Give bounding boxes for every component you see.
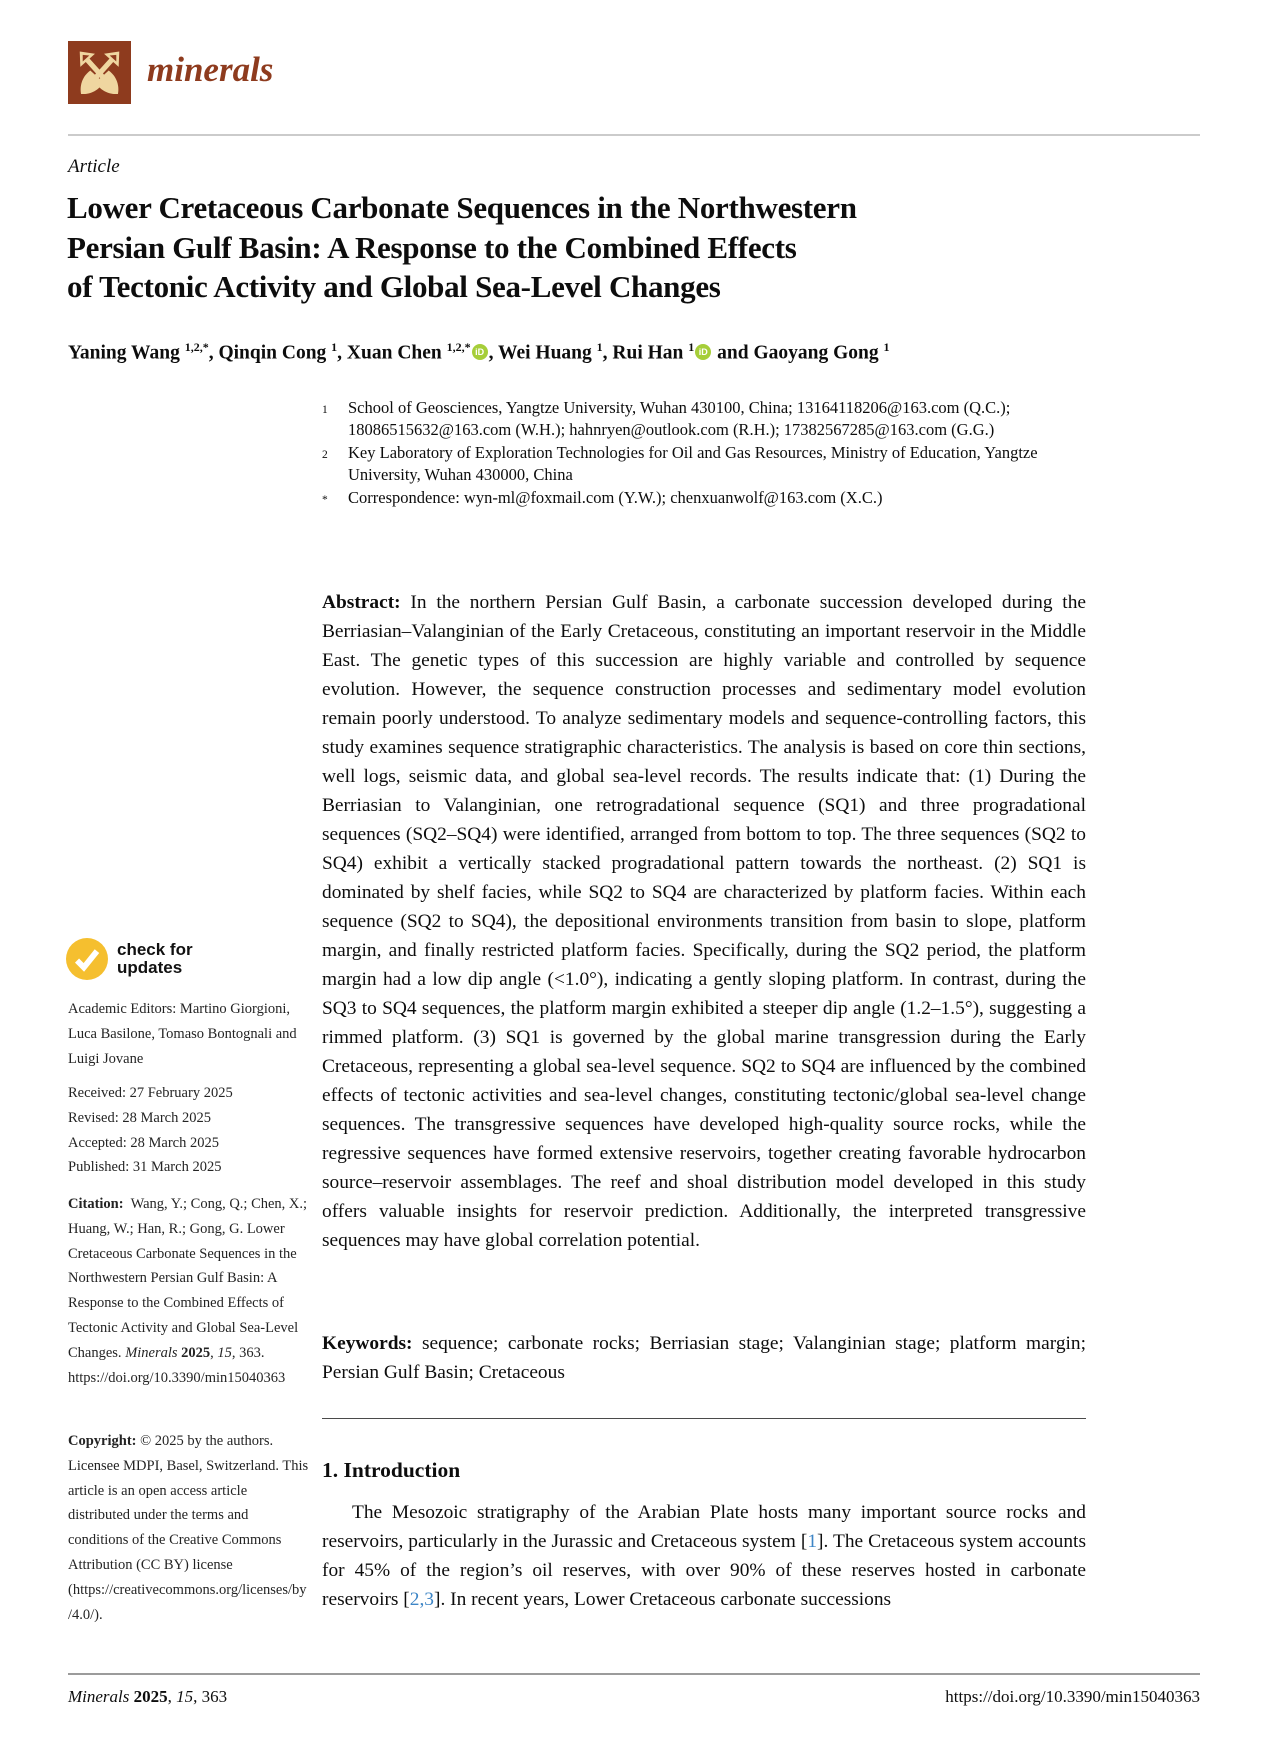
citation-separator: , bbox=[210, 1344, 218, 1361]
affiliation-item bbox=[322, 442, 1088, 487]
footer-volume: 15 bbox=[176, 1687, 194, 1706]
affiliation-marker: * bbox=[322, 493, 328, 506]
page-title-line-3: of Tectonic Activity and Global Sea-Level Changes bbox=[67, 269, 721, 304]
check-icon bbox=[66, 938, 108, 980]
abstract-section bbox=[322, 588, 1086, 1255]
abstract-label: Abstract: bbox=[322, 592, 401, 613]
author-affil-sup: 1 bbox=[596, 340, 603, 354]
authors-line bbox=[68, 334, 1078, 367]
citation-text: Wang, Y.; Cong, Q.; Chen, X.; Huang, W.; Han, R.; Gong, G. Lower Cretaceous Carbonate Sequences in the Northwestern Persian Gulf Basin: A Response to the Combined Effects of Tectonic Activity and Global Sea-Level Changes. bbox=[68, 1196, 308, 1361]
author-name: Xuan Chen bbox=[346, 342, 442, 364]
citation-journal: Minerals bbox=[125, 1344, 178, 1361]
page-footer bbox=[68, 1687, 1200, 1707]
author-name: Qinqin Cong bbox=[218, 342, 327, 364]
footer-pages: , 363 bbox=[193, 1687, 228, 1706]
citation-volume: 15 bbox=[217, 1344, 232, 1361]
author-separator: , bbox=[208, 342, 219, 364]
footer-journal-name: Minerals bbox=[68, 1687, 130, 1706]
author-name: Rui Han bbox=[612, 342, 684, 364]
header-divider bbox=[68, 134, 1200, 136]
author-affil-sup: 1 bbox=[331, 340, 338, 354]
intro-text: The Mesozoic stratigraphy of the Arabian Plate hosts many important source rocks and reservoirs, particularly in the Jurassic and Cretaceous system [ bbox=[322, 1502, 1086, 1552]
copyright-note bbox=[68, 1429, 310, 1627]
keywords-text: sequence; carbonate rocks; Berriasian stage; Valanginian stage; platform margin; Persian Gulf Basin; Cretaceous bbox=[322, 1333, 1086, 1383]
affiliation-marker: 1 bbox=[322, 404, 328, 416]
shovels-icon bbox=[68, 41, 131, 104]
page-title bbox=[67, 188, 1077, 307]
journal-logo bbox=[68, 41, 131, 104]
citation-note bbox=[68, 1192, 310, 1390]
author-affil-sup: 1 bbox=[688, 340, 695, 354]
footer-divider bbox=[68, 1673, 1200, 1675]
citation-label: Citation: bbox=[68, 1196, 124, 1212]
check-for-updates-badge[interactable] bbox=[66, 938, 193, 980]
received-date: Received: 27 February 2025 bbox=[68, 1085, 233, 1101]
page-title-line-1: Lower Cretaceous Carbonate Sequences in the Northwestern bbox=[67, 190, 857, 225]
orcid-icon[interactable]: iD bbox=[695, 344, 711, 360]
footer-year: 2025 bbox=[133, 1687, 168, 1706]
footer-separator: , bbox=[167, 1687, 177, 1706]
author-name: Gaoyang Gong bbox=[753, 342, 879, 364]
affiliation-list bbox=[322, 397, 1088, 511]
intro-text: ]. The Cretaceous system accounts for 45% of the region’s oil reserves, with over 90% of these reserves hosted in carbonate reservoirs [ bbox=[322, 1531, 1086, 1610]
author-name: Yaning Wang bbox=[68, 342, 180, 364]
author-affil-sup: 1,2,* bbox=[184, 340, 209, 354]
author-name: Wei Huang bbox=[498, 342, 592, 364]
author-affil-sup: 1,2,* bbox=[446, 340, 471, 354]
citation-ref-1[interactable]: 1 bbox=[807, 1531, 818, 1552]
section-heading-introduction: 1. Introduction bbox=[322, 1458, 461, 1482]
affiliation-marker: 2 bbox=[322, 448, 328, 461]
abstract-text: In the northern Persian Gulf Basin, a carbonate succession developed during the Berriasian–Valanginian of the Early Cretaceous, constituting an important reservoir in the Middle East. The genetic types of this succession are highly variable and controlled by sequence evolution. However, the sequence construction processes and sedimentary model evolution remain poorly understood. To analyze sedimentary models and sequence-controlling factors, this study examines sequence stratigraphic characteristics. The analysis is based on core thin sections, well logs, seismic data, and global sea-level records. The results indicate that: (1) During the Berriasian to Valanginian, one retrogradational sequence (SQ1) and three progradational sequences (SQ2–SQ4) were identified, arranged from bottom to top. The three sequences (SQ2 to SQ4) exhibit a vertically stacked progradational pattern towards the northeast. (2) SQ1 is dominated by shelf facies, while SQ2 to SQ4 are characterized by platform facies. Within each sequence (SQ2 to SQ4), the depositional environments transition from basin to slope, platform margin, and finally restricted platform facies. Specifically, during the SQ2 period, the platform margin had a low dip angle (<1.0°), indicating a gently sloping platform. In contrast, during the SQ3 to SQ4 sequences, the platform margin exhibited a steeper dip angle (1.2–1.5°), suggesting a rimmed platform. (3) SQ1 is governed by the global marine transgression during the Early Cretaceous, representing a global sea-level sequence. SQ2 to SQ4 are influenced by the combined effects of tectonic activities and sea-level changes, constituting tectonic/global sea-level change sequences. The transgressive sequences have developed high-quality source rocks, while the regressive sequences have formed extensive reservoirs, together creating favorable hydrocarbon source–reservoir assemblages. The reef and shoal distribution model developed in this study offers valuable insights for reservoir prediction. Additionally, the interpreted transgressive sequences may have global correlation potential. bbox=[322, 592, 1086, 1251]
intro-paragraph bbox=[322, 1498, 1086, 1614]
affiliation-text: Key Laboratory of Exploration Technologies for Oil and Gas Resources, Ministry of Education, Yangtze University, Wuhan 430000, China bbox=[348, 442, 1038, 485]
affiliation-item bbox=[322, 487, 1088, 511]
badge-label bbox=[117, 941, 193, 978]
affiliation-text: School of Geosciences, Yangtze University, Wuhan 430100, China; 13164118206@163.com (Q.C.); 18086515632@163.com (W.H.); hahnryen@outlook.com (R.H.); 17382567285@163.com (G.G.) bbox=[348, 398, 1011, 440]
author-separator: , bbox=[602, 342, 613, 364]
copyright-text: © 2025 by the authors. Licensee MDPI, Basel, Switzerland. This article is an open access article distributed under the terms and conditions of the Creative Commons Attribution (CC BY) license (https://creativecommons.org/licenses/by/4.0/). bbox=[68, 1433, 309, 1623]
revised-date: Revised: 28 March 2025 bbox=[68, 1109, 211, 1126]
author-affil-sup: 1 bbox=[883, 340, 890, 354]
accepted-date: Accepted: 28 March 2025 bbox=[68, 1134, 219, 1151]
keywords-divider bbox=[322, 1418, 1086, 1419]
citation-year: 2025 bbox=[181, 1344, 211, 1361]
citation-doi-link[interactable]: https://doi.org/10.3390/min15040363 bbox=[68, 1369, 286, 1386]
citation-ref-2-3[interactable]: 2,3 bbox=[409, 1589, 435, 1610]
badge-label-line-1: check for bbox=[117, 939, 193, 959]
copyright-label: Copyright: bbox=[68, 1433, 137, 1449]
academic-editors-note: Academic Editors: Martino Giorgioni, Luca Basilone, Tomaso Bontognali and Luigi Jovane bbox=[68, 1001, 297, 1067]
author-separator: , bbox=[337, 342, 347, 364]
footer-doi-link[interactable]: https://doi.org/10.3390/min15040363 bbox=[945, 1687, 1200, 1706]
page-title-line-2: Persian Gulf Basin: A Response to the Combined Effects bbox=[67, 229, 797, 265]
author-separator: and bbox=[712, 342, 754, 364]
keywords-section bbox=[322, 1329, 1086, 1387]
badge-label-line-2: updates bbox=[117, 958, 183, 977]
footer-journal-info bbox=[68, 1687, 227, 1707]
published-date: Published: 31 March 2025 bbox=[68, 1159, 222, 1176]
keywords-label: Keywords: bbox=[322, 1333, 413, 1354]
journal-wordmark: minerals bbox=[147, 50, 274, 89]
correspondence-text: Correspondence: wyn-ml@foxmail.com (Y.W.); chenxuanwolf@163.com (X.C.) bbox=[348, 487, 883, 507]
citation-pages: , 363. bbox=[231, 1344, 265, 1361]
author-separator: , bbox=[488, 342, 499, 364]
intro-text: ]. In recent years, Lower Cretaceous carbonate successions bbox=[434, 1589, 892, 1610]
affiliation-item bbox=[322, 397, 1088, 442]
article-type-label: Article bbox=[68, 156, 120, 177]
orcid-icon[interactable]: iD bbox=[472, 344, 488, 360]
article-history bbox=[68, 1081, 310, 1180]
